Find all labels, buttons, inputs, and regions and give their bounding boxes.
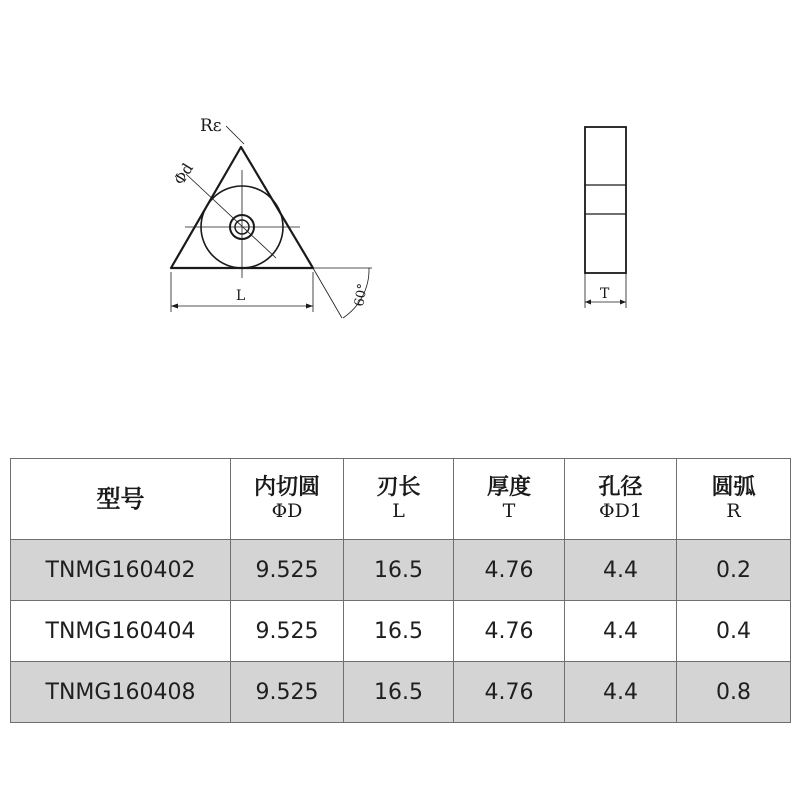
cell-corner-radius: 0.4: [677, 601, 791, 662]
drawing-svg: [0, 0, 800, 360]
length-arrow-right: [306, 304, 313, 309]
header-model-label: 型号: [96, 484, 145, 513]
table-row: [11, 662, 791, 723]
header-model: [11, 459, 231, 540]
table-row: [11, 540, 791, 601]
header-inscribed-circle: [231, 459, 344, 540]
length-label: L: [236, 288, 246, 304]
header-thickness: [454, 459, 565, 540]
corner-radius-label: Rε: [200, 116, 222, 136]
header-thickness-name: 厚度: [486, 474, 531, 500]
cell-model: TNMG160404: [11, 601, 231, 662]
cell-corner-radius: 0.2: [677, 540, 791, 601]
thickness-arrow-right: [620, 300, 626, 305]
header-edge-length-name: 刃长: [376, 474, 421, 500]
header-corner-radius-name: 圆弧: [711, 474, 756, 500]
cell-edge-length: 16.5: [344, 540, 454, 601]
angle-label: 60°: [352, 282, 371, 308]
cell-edge-length: 16.5: [344, 662, 454, 723]
cell-hole-diameter: 4.4: [565, 601, 677, 662]
thickness-label: T: [600, 286, 610, 302]
header-hole-diameter-name: 孔径: [598, 474, 643, 500]
header-corner-radius: [677, 459, 791, 540]
table-row: [11, 601, 791, 662]
cell-thickness: 4.76: [454, 601, 565, 662]
cell-model: TNMG160408: [11, 662, 231, 723]
cell-inscribed-circle: 9.525: [231, 662, 344, 723]
cell-hole-diameter: 4.4: [565, 540, 677, 601]
header-inscribed-circle-symbol: ΦD: [271, 500, 303, 522]
header-inscribed-circle-name: 内切圆: [253, 474, 320, 500]
cell-thickness: 4.76: [454, 540, 565, 601]
spec-table: [10, 458, 791, 723]
header-hole-diameter-symbol: ΦD1: [599, 500, 642, 522]
insert-front-view: [171, 126, 372, 318]
header-edge-length-symbol: L: [392, 500, 405, 522]
cell-inscribed-circle: 9.525: [231, 601, 344, 662]
header-corner-radius-symbol: R: [726, 500, 741, 522]
cell-thickness: 4.76: [454, 662, 565, 723]
cell-corner-radius: 0.8: [677, 662, 791, 723]
insert-side-view: [585, 127, 626, 308]
cell-edge-length: 16.5: [344, 601, 454, 662]
side-view-body: [585, 127, 626, 273]
thickness-arrow-left: [585, 300, 591, 305]
corner-radius-leader: [226, 126, 244, 144]
header-thickness-symbol: T: [502, 500, 516, 522]
table-header-row: [11, 459, 791, 540]
length-arrow-left: [171, 304, 178, 309]
diameter-leader-line: [186, 174, 276, 258]
header-edge-length: [344, 459, 454, 540]
insert-technical-drawing: [0, 0, 800, 360]
cell-inscribed-circle: 9.525: [231, 540, 344, 601]
header-hole-diameter: [565, 459, 677, 540]
cell-hole-diameter: 4.4: [565, 662, 677, 723]
angle-edge-extension: [313, 268, 342, 318]
diameter-label: Φd: [170, 160, 198, 189]
cell-model: TNMG160402: [11, 540, 231, 601]
